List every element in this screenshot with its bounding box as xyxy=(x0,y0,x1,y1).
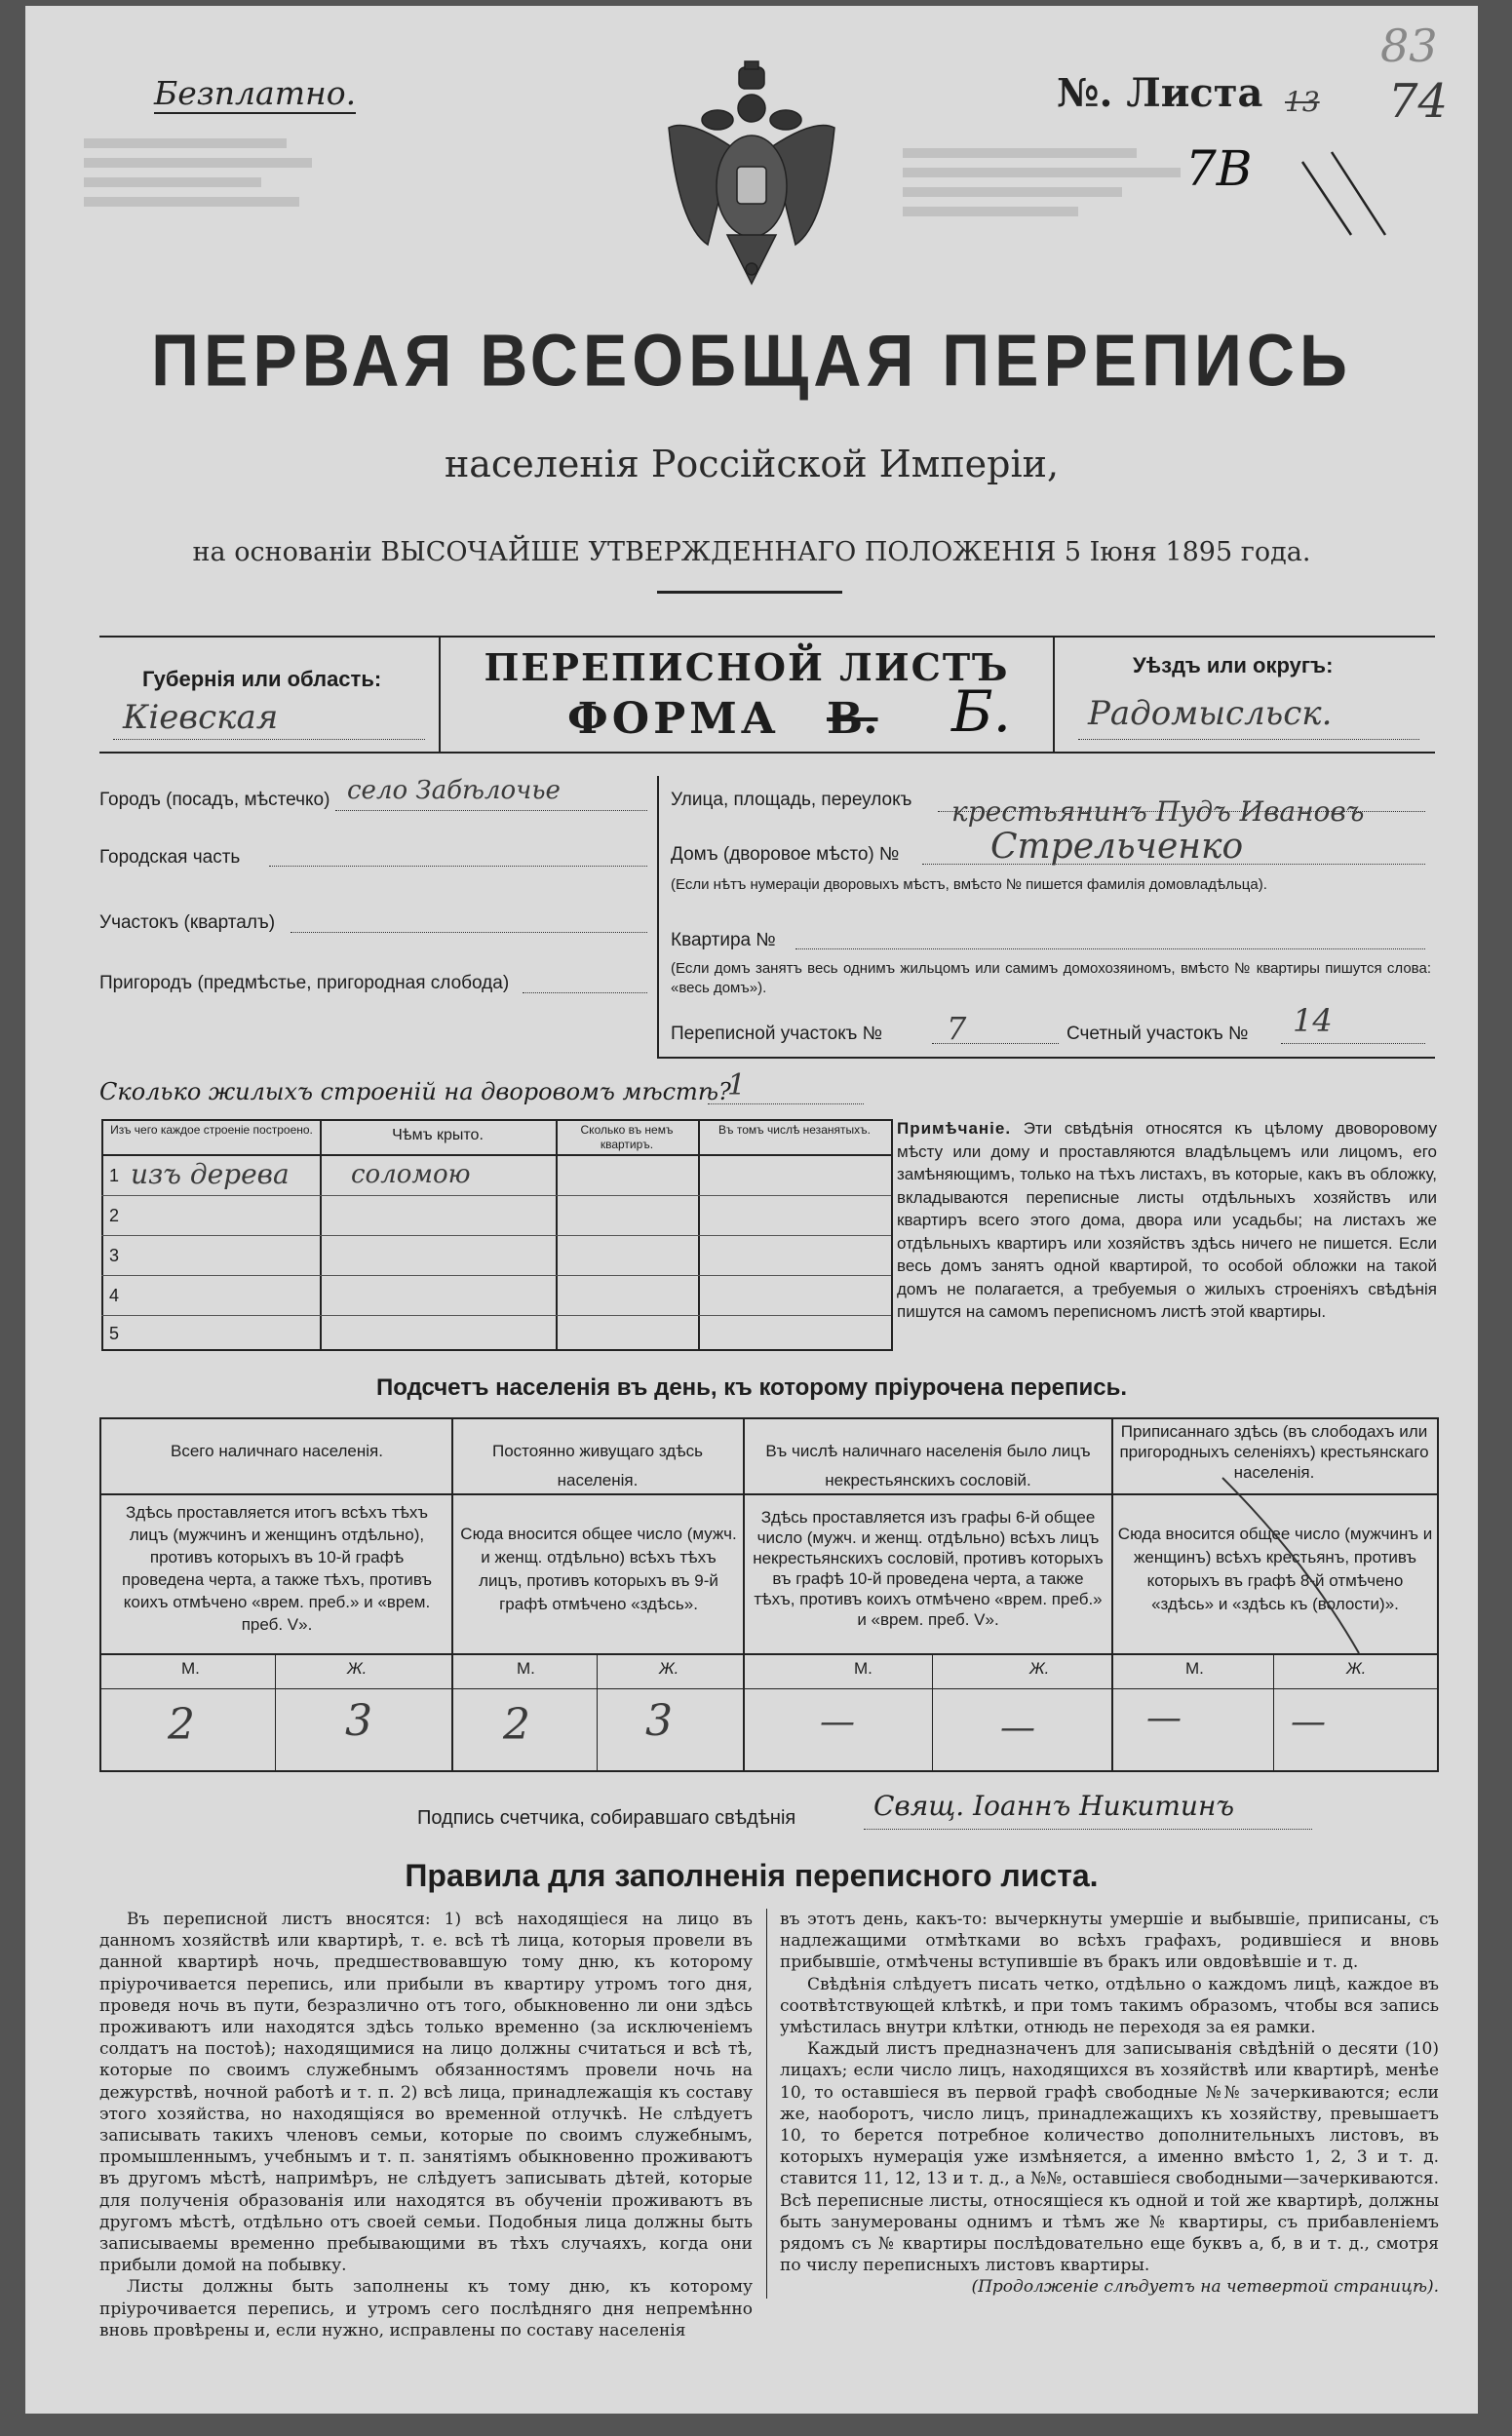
table-row xyxy=(101,1316,891,1351)
prigorod-field-line xyxy=(523,992,647,993)
dom-label: Домъ (дворовое мѣсто) № xyxy=(671,844,900,865)
count-f-value: — xyxy=(1000,1708,1035,1748)
perepis-uchastok-line xyxy=(932,1043,1059,1044)
signature-value: Свящ. Іоаннъ Никитинъ xyxy=(873,1790,1235,1822)
basis-line: на основаніи ВЫСОЧАЙШЕ УТВЕРЖДЕННАГО ПОЛОЖЕНІЯ 5 Іюня 1895 года. xyxy=(192,537,1311,567)
schetny-uchastok-label: Счетный участокъ № xyxy=(1066,1024,1249,1044)
rules-title: Правила для заполненія переписного листа. xyxy=(405,1858,1099,1893)
corner-number: 83 xyxy=(1380,19,1438,72)
rules-paragraph: въ этотъ день, какъ-то: вычеркнуты умершіе и выбывшіе, приписаны, съ надлежащими отмѣтками во всѣхъ графахъ, родившіеся и вновь прибывшіе, отмѣчены вступившіе въ бракъ или овдовѣвшіе и т. д. xyxy=(780,1910,1439,1973)
pencil-strike xyxy=(1213,1468,1369,1663)
rules-column-divider xyxy=(766,1909,767,2299)
count-col-head: Всего наличнаго населенія. xyxy=(171,1442,383,1460)
rules-continued: (Продолженіе слѣдуетъ на четвертой страницѣ). xyxy=(971,2277,1439,2298)
count-m-value: — xyxy=(820,1702,855,1742)
band-right-divider xyxy=(1053,636,1055,753)
count-f-value: 3 xyxy=(345,1696,372,1746)
note-text: Эти свѣдѣнія относятся къ цѣлому двоворовому мѣсту или дому и проставляются владѣльцемъ или лицомъ, его замѣняющимъ, только на тѣхъ листахъ, въ которые, какъ въ обложку, вкладываются переписные листы отдѣльныхъ хозяйствъ или квартиръ всего этого дома, двора или усадьбы; на листахъ же отдѣльныхъ квартиръ или хозяйствъ здѣсь ничего не пишется. Если весь домъ занятъ одной квартирой, то особой обложки на такой домъ не полагается, а требуемыя о жилыхъ строеніяхъ свѣдѣнія пишутся на самомъ переписномъ листѣ этой квартиры. xyxy=(897,1119,1437,1321)
sheet-number-written: 13 xyxy=(1285,86,1320,118)
signature-label: Подпись счетчика, собиравшаго свѣдѣнія xyxy=(417,1807,796,1829)
band-top-rule xyxy=(99,636,1435,638)
chast-field-line xyxy=(269,866,647,867)
note-title: Примѣчаніе. xyxy=(897,1119,1012,1138)
count-m-label: М. xyxy=(517,1659,535,1678)
count-m-value: — xyxy=(1146,1698,1182,1738)
address-bottom-rule xyxy=(657,1057,1435,1059)
count-f-value: 3 xyxy=(645,1696,673,1746)
rules-paragraph: Въ переписной листъ вносятся: 1) всѣ находящіеся на лицо въ данномъ хозяйствѣ или квартирѣ, т. е. всѣ тѣ лица, которыя провели въ данной квартирѣ ночь, предшествовавшую тому дню, къ которому пріурочивается перепись, или прибыли въ квартиру утромъ того дня, проведя ночь въ пути, безразлично отъ того, обыкновенно ли они здѣсь проживаютъ или находятся здѣсь только временно (за исключеніемъ солдатъ на постоѣ); находящимися на лицо должны считаться и всѣ тѣ, которые по своимъ служебнымъ обязанностямъ провели ночь на дежурствѣ, ночной работѣ и т. п. 2) всѣ лица, принадлежащія къ составу этого хозяйства, но находящіяся во временной отлучкѣ. Не слѣдуетъ записывать такихъ членовъ семьи, которые по своимъ служебнымъ, промышленнымъ, учебнымъ и т. п. занятіямъ обыкновенно проживаютъ въ другомъ мѣстѣ, напримѣръ, не слѣдуетъ записывать дѣтей, которые для полученія образованія или находятся въ обученіи проживаютъ въ другомъ мѣстѣ, отдѣльно отъ своей семьи. Подобныя лица должны быть записываемы временно пребывающими въ тѣхъ случаяхъ, когда они прибыли домой на побывку. xyxy=(99,1910,753,2276)
perepis-uchastok-label: Переписной участокъ № xyxy=(671,1024,883,1044)
kvartira-label: Квартира № xyxy=(671,930,776,950)
count-f-label: Ж. xyxy=(659,1659,679,1678)
form-label: ФОРМА xyxy=(567,694,780,744)
ulitsa-value: крестьянинъ Пудъ Ивановъ xyxy=(951,795,1365,828)
count-values-rule xyxy=(99,1688,1437,1689)
count-f-label: Ж. xyxy=(347,1659,368,1678)
buildings-answer-line xyxy=(708,1103,864,1104)
count-mf-divider xyxy=(275,1653,276,1770)
row-number: 4 xyxy=(109,1286,120,1305)
bleed-through-left xyxy=(84,133,337,279)
count-m-value: 2 xyxy=(168,1700,195,1750)
count-col-desc: Сюда вносится общее число (мужч. и женщ. отдѣльно) всѣхъ тѣхъ лицъ, противъ которыхъ въ 9-й графѣ отмѣчено «здѣсь». xyxy=(460,1525,737,1613)
uezd-value: Радомысльск. xyxy=(1088,694,1333,733)
kvartira-note: (Если домъ занятъ весь однимъ жильцомъ или самимъ домохозяиномъ, вмѣсто № квартиры пишутся слова: «весь домъ»). xyxy=(671,960,1431,996)
row-number: 5 xyxy=(109,1324,120,1343)
row-number: 3 xyxy=(109,1246,120,1265)
form-printed-letter: В. xyxy=(827,694,878,744)
table-row xyxy=(101,1276,891,1316)
rules-paragraph: Каждый листъ предназначенъ для записыванія свѣдѣній о десяти (10) лицахъ; если число лицъ, находящихся въ хозяйствѣ или квартирѣ, менѣе 10, то оставшіеся въ первой графѣ свободные №№ зачеркиваются; если же, наоборотъ, число лицъ, принадлежащихъ къ хозяйству, превышаетъ 10, то берется потребное количество дополнительныхъ листовъ, въ которыхъ нумерація уже измѣняется, а именно вмѣсто 1, 2, 3 и т. д. ставится 11, 12, 13 и т. д., а №№, оставшіеся свободными—зачеркиваются. Всѣ переписные листы, относящіеся къ одной и той же квартирѣ, должны быть занумерованы однимъ и тѣмъ же № квартиры, съ прибавленіемъ рядомъ съ № квартиры послѣдовательно еще буквъ а, б, в и т. д., смотря по числу переписныхъ листовъ квартиры. xyxy=(780,2039,1439,2276)
dom-field-line xyxy=(922,864,1425,865)
table-row xyxy=(101,1156,891,1196)
rules-right-column xyxy=(780,1909,1439,2299)
uezd-field-line xyxy=(1078,739,1419,740)
form-written-letter: Б. xyxy=(951,678,1012,745)
gorod-value: село Забѣлочье xyxy=(347,776,561,805)
sheet-number-written-2: 7В xyxy=(1185,140,1253,197)
buildings-col-header: Въ томъ числѣ незанятыхъ. xyxy=(718,1123,871,1137)
band-left-divider xyxy=(439,636,441,753)
rules-left-column xyxy=(99,1909,753,2341)
row-material: изъ дерева xyxy=(131,1158,290,1190)
buildings-question: Сколько жилыхъ строеній на дворовомъ мѣстѣ? xyxy=(99,1078,731,1105)
corner-number-2: 74 xyxy=(1388,74,1449,129)
ulitsa-field-line xyxy=(938,811,1425,812)
count-f-value: — xyxy=(1291,1702,1326,1742)
chast-label: Городская часть xyxy=(99,847,241,868)
uchastok-label: Участокъ (кварталъ) xyxy=(99,912,276,933)
census-sheet xyxy=(25,6,1478,2414)
count-col-desc: Здѣсь проставляется изъ графы 6-й общее число (мужч. и женщ. отдѣльно) всѣхъ лицъ некрестьянскихъ сословій, противъ которыхъ въ графѣ 10-й проведена черта, а также тѣхъ, противъ коихъ отмѣчено «врем. преб.» и «врем. преб. V». xyxy=(753,1508,1104,1629)
perepis-uchastok-value: 7 xyxy=(947,1010,967,1047)
count-mf-divider xyxy=(932,1653,933,1770)
free-label: Безплатно. xyxy=(154,74,357,112)
dom-value: Стрельченко xyxy=(990,827,1244,867)
row-number: 1 xyxy=(109,1166,120,1185)
count-m-label: М. xyxy=(854,1659,872,1678)
address-divider xyxy=(657,776,659,1059)
buildings-col-header: Изъ чего каждое строеніе построено. xyxy=(110,1123,313,1137)
row-number: 2 xyxy=(109,1206,120,1225)
count-col-desc: Сюда вносится общее число (мужчинъ и женщинъ) всѣхъ крестьянъ, противъ которыхъ въ графѣ 8-й отмѣчено «здѣсь» и «здѣсь къ (волости)». xyxy=(1117,1525,1433,1613)
signature-line xyxy=(864,1829,1312,1830)
count-m-value: 2 xyxy=(503,1700,530,1750)
gubernia-value: Кіевская xyxy=(123,698,279,737)
count-f-label: Ж. xyxy=(1346,1659,1367,1678)
count-f-label: Ж. xyxy=(1029,1659,1050,1678)
sheet-title: ПЕРЕПИСНОЙ ЛИСТЪ xyxy=(484,645,1010,689)
count-m-label: М. xyxy=(1185,1659,1204,1678)
count-col-divider xyxy=(1111,1417,1113,1770)
schetny-uchastok-line xyxy=(1281,1043,1425,1044)
dom-note: (Если нѣтъ нумераціи дворовыхъ мѣстъ, вмѣсто № пишется фамилія домовладѣльца). xyxy=(671,876,1267,893)
gubernia-label: Губернія или область: xyxy=(142,667,382,691)
count-col-head: Приписаннаго здѣсь (въ слободахъ или пригородныхъ селеніяхъ) крестьянскаго населенія. xyxy=(1119,1422,1429,1482)
row-roof: соломою xyxy=(351,1160,471,1189)
buildings-rows xyxy=(101,1156,891,1351)
bleed-through-right xyxy=(903,142,1195,289)
table-row xyxy=(101,1236,891,1276)
buildings-col-header: Сколько въ немъ квартиръ. xyxy=(580,1123,674,1151)
pencil-strikes xyxy=(1293,142,1400,240)
imperial-eagle-emblem xyxy=(649,59,854,293)
prigorod-label: Пригородъ (предмѣстье, пригородная слобода) xyxy=(99,973,510,993)
table-row xyxy=(101,1196,891,1236)
uezd-label: Уѣздъ или округъ: xyxy=(1133,653,1334,677)
buildings-col-header: Чѣмъ крыто. xyxy=(392,1127,484,1143)
gorod-label: Городъ (посадъ, мѣстечко) xyxy=(99,790,330,810)
count-mf-divider xyxy=(1273,1653,1274,1770)
rules-paragraph: Листы должны быть заполнены къ тому дню, къ которому пріурочивается перепись, и утромъ сего послѣдняго дня непремѣнно вновь провѣрены и, если нужно, исправлены по составу населенія xyxy=(99,2277,753,2340)
count-col-divider xyxy=(451,1417,453,1770)
buildings-answer: 1 xyxy=(727,1068,747,1102)
count-title: Подсчетъ населенія въ день, къ которому пріурочена перепись. xyxy=(376,1374,1127,1401)
count-col-divider xyxy=(743,1417,745,1770)
rules-paragraph: Свѣдѣнія слѣдуетъ писать четко, отдѣльно о каждомъ лицѣ, каждое въ соотвѣтствующей клѣткѣ, и при томъ такимъ образомъ, чтобы вся запись умѣстилась внутри клѣтки, отнюдь не переходя за ея рамки. xyxy=(780,1974,1439,2038)
ulitsa-label: Улица, площадь, переулокъ xyxy=(671,790,912,810)
gorod-field-line xyxy=(335,810,647,811)
count-col-desc: Здѣсь проставляется итогъ всѣхъ тѣхъ лицъ (мужчинъ и женщинъ отдѣльно), противъ которыхъ въ 10-й графѣ проведена черта, а также тѣхъ, противъ коихъ отмѣчено «врем. преб.» и «врем. преб. V». xyxy=(122,1503,432,1634)
schetny-uchastok-value: 14 xyxy=(1293,1002,1333,1039)
sheet-number-label: №. Листа xyxy=(1057,70,1263,116)
gubernia-field-line xyxy=(113,739,425,740)
title-divider xyxy=(657,591,842,594)
uchastok-field-line xyxy=(291,932,647,933)
count-col-head: Въ числѣ наличнаго населенія было лицъ некрестьянскихъ сословій. xyxy=(765,1442,1091,1489)
buildings-note xyxy=(897,1117,1437,1324)
census-title: ПЕРВАЯ ВСЕОБЩАЯ ПЕРЕПИСЬ xyxy=(151,320,1352,402)
band-bottom-rule xyxy=(99,752,1435,754)
census-subtitle: населенія Россійской Имперіи, xyxy=(444,443,1060,485)
count-m-label: М. xyxy=(181,1659,200,1678)
kvartira-field-line xyxy=(795,948,1425,949)
count-col-head: Постоянно живущаго здѣсь населенія. xyxy=(492,1442,703,1489)
count-mf-divider xyxy=(597,1653,598,1770)
